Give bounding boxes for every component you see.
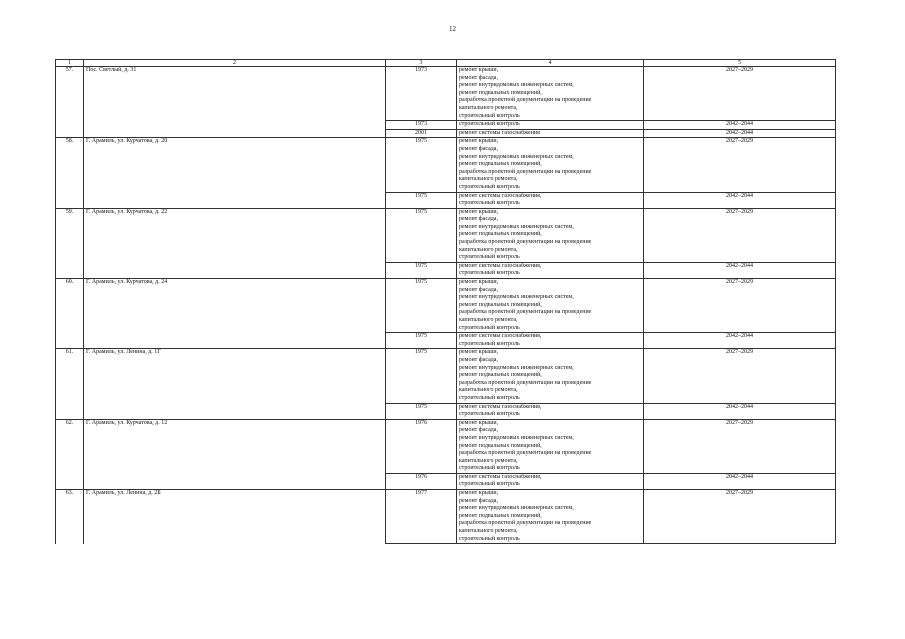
repair-work-item: разработка проектной документации на проведение xyxy=(459,239,592,246)
repair-work-item: ремонт крыши, xyxy=(459,490,499,497)
commissioning-year: 1973 xyxy=(386,121,457,130)
repair-work-item: строительный контроль xyxy=(459,112,520,119)
building-address: Г. Арамиль, ул. Курчатова, д. 22 xyxy=(84,208,386,278)
table-row xyxy=(56,490,836,544)
repair-work-item: ремонт системы газоснабжения, xyxy=(459,403,542,410)
repair-work-item: ремонт фасада, xyxy=(459,286,498,293)
repair-work-item: ремонт фасада, xyxy=(459,427,498,434)
commissioning-year: 2001 xyxy=(386,129,457,138)
commissioning-year: 1975 xyxy=(386,349,457,403)
repair-work-item: строительный контроль xyxy=(459,200,520,207)
commissioning-year: 1975 xyxy=(386,208,457,262)
repair-work-item: ремонт фасада, xyxy=(459,497,498,504)
repair-work-item: ремонт крыши, xyxy=(459,419,499,426)
repair-works xyxy=(457,419,644,473)
planned-period: 2027–2029 xyxy=(644,208,836,262)
repair-work-item: ремонт системы газоснабжения, xyxy=(459,262,542,269)
planned-period: 2042–2044 xyxy=(644,333,836,349)
row-number: 61. xyxy=(56,349,84,419)
planned-period: 2027–2029 xyxy=(644,349,836,403)
repair-work-item: разработка проектной документации на проведение xyxy=(459,309,592,316)
page-number: 12 xyxy=(449,25,456,33)
repair-work-item: капитального ремонта, xyxy=(459,176,518,183)
commissioning-year: 1975 xyxy=(386,262,457,278)
repair-works xyxy=(457,279,644,333)
repair-work-item: ремонт крыши, xyxy=(459,208,499,215)
repair-work-item: строительный контроль xyxy=(459,270,520,277)
table-row xyxy=(56,279,836,333)
repair-work-item: ремонт системы газоснабжения xyxy=(459,129,540,136)
repair-works xyxy=(457,403,644,419)
column-number: 2 xyxy=(84,60,386,67)
commissioning-year: 1975 xyxy=(386,279,457,333)
commissioning-year: 1977 xyxy=(386,490,457,544)
repair-work-item: разработка проектной документации на проведение xyxy=(459,520,592,527)
repair-works xyxy=(457,208,644,262)
commissioning-year: 1973 xyxy=(386,67,457,121)
repair-work-item: ремонт крыши, xyxy=(459,138,499,145)
repair-work-item: разработка проектной документации на проведение xyxy=(459,168,592,175)
repair-work-item: ремонт крыши, xyxy=(459,67,499,73)
repair-work-item: ремонт фасада, xyxy=(459,216,498,223)
repair-work-item: ремонт подвальных помещений, xyxy=(459,512,542,519)
column-number: 3 xyxy=(386,60,457,67)
repair-work-item: строительный контроль xyxy=(459,394,520,401)
planned-period: 2042–2044 xyxy=(644,473,836,489)
commissioning-year: 1976 xyxy=(386,473,457,489)
row-number: 57. xyxy=(56,67,84,138)
repair-work-item: разработка проектной документации на проведение xyxy=(459,379,592,386)
repair-work-item: капитального ремонта, xyxy=(459,457,518,464)
building-address: Г. Арамиль, ул. Курчатова, д. 12 xyxy=(84,419,386,489)
repair-works xyxy=(457,67,644,121)
repair-work-item: ремонт подвальных помещений, xyxy=(459,89,542,96)
repair-work-item: ремонт подвальных помещений, xyxy=(459,442,542,449)
commissioning-year: 1975 xyxy=(386,403,457,419)
repair-works xyxy=(457,349,644,403)
repair-works xyxy=(457,473,644,489)
row-number: 59. xyxy=(56,208,84,278)
planned-period: 2042–2044 xyxy=(644,121,836,130)
repair-work-item: ремонт подвальных помещений, xyxy=(459,231,542,238)
building-address: Г. Арамиль, ул. Ленина, д. 2Б xyxy=(84,490,386,544)
repair-works xyxy=(457,121,644,130)
repair-works xyxy=(457,262,644,278)
repair-work-item: ремонт внутридомовых инженерных систем, xyxy=(459,82,574,89)
table-body xyxy=(56,60,836,544)
repair-work-item: ремонт внутридомовых инженерных систем, xyxy=(459,223,574,230)
row-number: 60. xyxy=(56,279,84,349)
column-number: 5 xyxy=(644,60,836,67)
repair-work-item: ремонт внутридомовых инженерных систем, xyxy=(459,153,574,160)
column-number: 4 xyxy=(457,60,644,67)
repair-work-item: ремонт системы газоснабжения, xyxy=(459,333,542,340)
planned-period: 2042–2044 xyxy=(644,192,836,208)
repair-work-item: разработка проектной документации на проведение xyxy=(459,97,592,104)
repair-work-item: строительный контроль xyxy=(459,481,520,488)
planned-period: 2042–2044 xyxy=(644,403,836,419)
repair-work-item: капитального ремонта, xyxy=(459,387,518,394)
repair-work-item: строительный контроль xyxy=(459,183,520,190)
building-address: Г. Арамиль, ул. Курчатова, д. 24 xyxy=(84,279,386,349)
repair-works xyxy=(457,333,644,349)
repair-works xyxy=(457,138,644,192)
row-number: 63. xyxy=(56,490,84,544)
repair-work-item: ремонт фасада, xyxy=(459,356,498,363)
repair-work-item: капитального ремонта, xyxy=(459,528,518,535)
repair-work-item: строительный контроль xyxy=(459,324,520,331)
repair-works xyxy=(457,192,644,208)
repair-work-item: ремонт внутридомовых инженерных систем, xyxy=(459,294,574,301)
repair-work-item: ремонт подвальных помещений, xyxy=(459,372,542,379)
repair-work-item: ремонт системы газоснабжения, xyxy=(459,473,542,480)
table-row xyxy=(56,67,836,121)
planned-period: 2042–2044 xyxy=(644,262,836,278)
building-address: Г. Арамиль, ул. Ленина, д. 1Г xyxy=(84,349,386,419)
repair-work-item: строительный контроль xyxy=(459,411,520,418)
table-row xyxy=(56,419,836,473)
repair-work-item: ремонт внутридомовых инженерных систем, xyxy=(459,434,574,441)
column-number: 1 xyxy=(56,60,84,67)
repair-work-item: ремонт подвальных помещений, xyxy=(459,161,542,168)
table-row xyxy=(56,138,836,192)
planned-period: 2027–2029 xyxy=(644,419,836,473)
commissioning-year: 1976 xyxy=(386,419,457,473)
commissioning-year: 1975 xyxy=(386,333,457,349)
repair-work-item: ремонт внутридомовых инженерных систем, xyxy=(459,364,574,371)
table-row xyxy=(56,349,836,403)
repair-work-item: разработка проектной документации на проведение xyxy=(459,450,592,457)
repair-work-item: строительный контроль xyxy=(459,121,520,128)
repair-work-item: ремонт крыши, xyxy=(459,349,499,356)
building-address: Г. Арамиль, ул. Курчатова, д. 20 xyxy=(84,138,386,208)
repair-work-item: ремонт фасада, xyxy=(459,74,498,81)
repair-work-item: строительный контроль xyxy=(459,340,520,347)
repair-work-item: капитального ремонта, xyxy=(459,104,518,111)
planned-period: 2027–2029 xyxy=(644,490,836,544)
commissioning-year: 1975 xyxy=(386,192,457,208)
building-address: Пос. Светлый, д. 31 xyxy=(84,67,386,138)
repair-work-item: строительный контроль xyxy=(459,535,520,542)
repair-work-item: ремонт фасада, xyxy=(459,145,498,152)
repair-work-item: ремонт системы газоснабжения, xyxy=(459,192,542,199)
repair-work-item: капитального ремонта, xyxy=(459,317,518,323)
repair-work-item: ремонт крыши, xyxy=(459,279,499,286)
planned-period: 2027–2029 xyxy=(644,67,836,121)
repair-works xyxy=(457,129,644,138)
repair-work-item: строительный контроль xyxy=(459,465,520,472)
row-number: 58. xyxy=(56,138,84,208)
repair-work-item: капитального ремонта, xyxy=(459,246,518,253)
commissioning-year: 1975 xyxy=(386,138,457,192)
capital-repair-table xyxy=(55,59,836,544)
row-number: 62. xyxy=(56,419,84,489)
column-number-row xyxy=(56,60,836,67)
repair-work-item: ремонт внутридомовых инженерных систем, xyxy=(459,505,574,512)
planned-period: 2042–2044 xyxy=(644,129,836,138)
repair-work-item: строительный контроль xyxy=(459,254,520,261)
repair-work-item: ремонт подвальных помещений, xyxy=(459,301,542,308)
planned-period: 2027–2029 xyxy=(644,138,836,192)
planned-period: 2027–2029 xyxy=(644,279,836,333)
repair-works xyxy=(457,490,644,544)
table-row xyxy=(56,208,836,262)
